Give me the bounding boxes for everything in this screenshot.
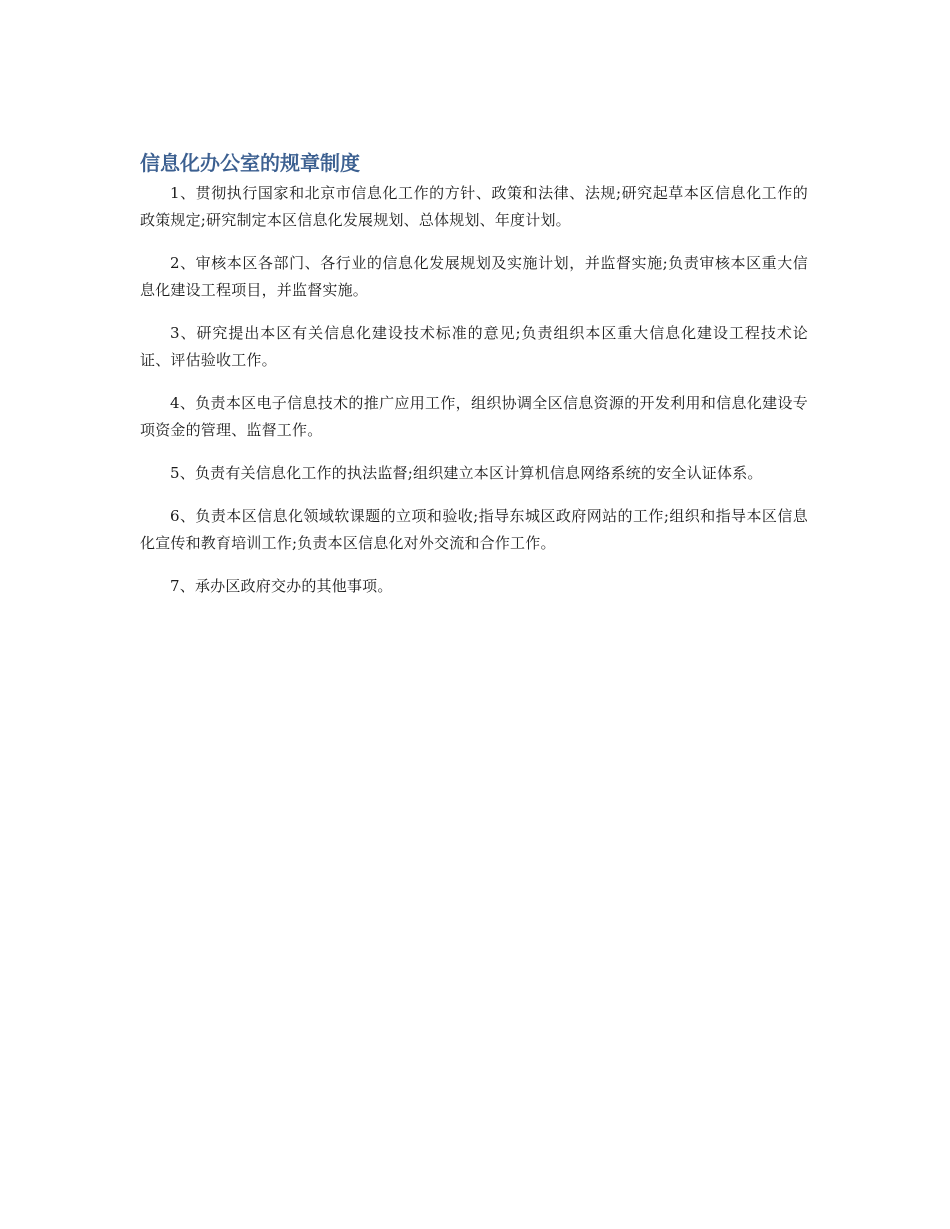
regulation-item-4: 4、负责本区电子信息技术的推广应用工作，组织协调全区信息资源的开发利用和信息化建设专项资金的管理、监督工作。 <box>140 394 808 439</box>
document-body <box>140 148 808 616</box>
regulation-item-2: 2、审核本区各部门、各行业的信息化发展规划及实施计划，并监督实施;负责审核本区重大信息化建设工程项目，并监督实施。 <box>140 254 808 299</box>
regulation-item-5: 5、负责有关信息化工作的执法监督;组织建立本区计算机信息网络系统的安全认证体系。 <box>170 464 763 482</box>
regulation-item-7: 7、承办区政府交办的其他事项。 <box>170 577 393 595</box>
regulation-item-3: 3、研究提出本区有关信息化建设技术标准的意见;负责组织本区重大信息化建设工程技术论证、评估验收工作。 <box>140 324 808 369</box>
regulation-item-1: 1、贯彻执行国家和北京市信息化工作的方针、政策和法律、法规;研究起草本区信息化工作的政策规定;研究制定本区信息化发展规划、总体规划、年度计划。 <box>140 184 808 229</box>
document-title: 信息化办公室的规章制度 <box>140 151 360 175</box>
regulation-item-6: 6、负责本区信息化领域软课题的立项和验收;指导东城区政府网站的工作;组织和指导本区信息化宣传和教育培训工作;负责本区信息化对外交流和合作工作。 <box>140 507 808 552</box>
